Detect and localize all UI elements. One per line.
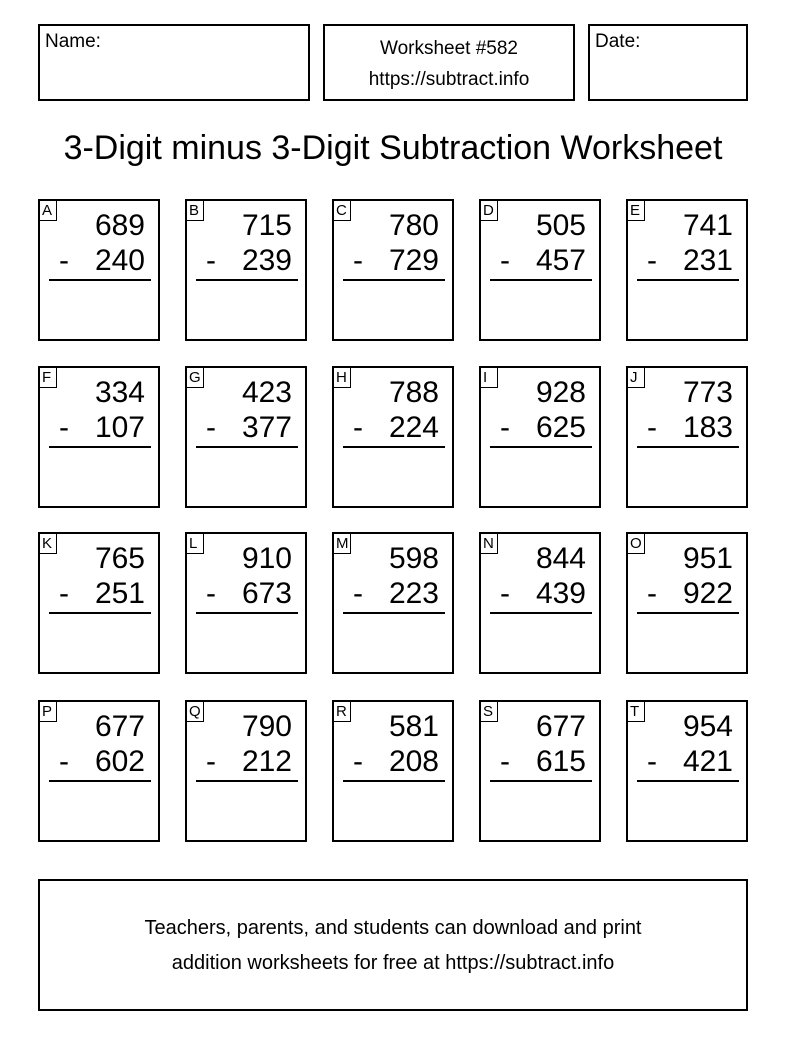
problem-c[interactable] [332,199,454,341]
answer-line [490,279,592,281]
minus-sign: - [353,244,363,277]
answer-line [196,446,298,448]
subtrahend: 183 [682,411,733,444]
problem-l[interactable] [185,532,307,674]
minus-sign: - [59,577,69,610]
footer-box [38,879,748,1011]
problem-letter: O [627,533,645,554]
problem-letter: C [333,200,351,221]
answer-line [637,780,739,782]
minus-sign: - [647,411,657,444]
problem-letter: B [186,200,204,221]
answer-line [343,279,445,281]
answer-line [490,446,592,448]
problem-a[interactable] [38,199,160,341]
name-label: Name: [45,31,101,52]
problem-d[interactable] [479,199,601,341]
subtrahend: 223 [388,577,439,610]
subtrahend: 240 [94,244,145,277]
problem-letter: D [480,200,498,221]
minuend: 765 [94,542,145,575]
answer-line [49,780,151,782]
minuend: 598 [388,542,439,575]
minus-sign: - [500,745,510,778]
date-box[interactable] [588,24,748,101]
problem-f[interactable] [38,366,160,508]
page-title: 3-Digit minus 3-Digit Subtraction Worksheet [63,129,723,167]
answer-line [637,279,739,281]
footer-line-2: addition worksheets for free at https://subtract.info [171,952,615,974]
problem-letter: G [186,367,204,388]
minuend: 715 [241,209,292,242]
problem-q[interactable] [185,700,307,842]
problem-letter: T [627,701,645,722]
subtrahend: 377 [241,411,292,444]
subtrahend: 615 [535,745,586,778]
problem-k[interactable] [38,532,160,674]
minus-sign: - [206,411,216,444]
problem-letter: P [39,701,57,722]
problem-letter: L [186,533,204,554]
problem-letter: I [480,367,498,388]
minus-sign: - [647,244,657,277]
problem-letter: Q [186,701,204,722]
minus-sign: - [647,577,657,610]
minuend: 689 [94,209,145,242]
answer-line [637,612,739,614]
problem-h[interactable] [332,366,454,508]
minus-sign: - [647,745,657,778]
minus-sign: - [353,411,363,444]
problem-g[interactable] [185,366,307,508]
minus-sign: - [500,577,510,610]
problem-letter: S [480,701,498,722]
subtrahend: 231 [682,244,733,277]
answer-line [49,612,151,614]
answer-line [49,279,151,281]
minuend: 741 [682,209,733,242]
minus-sign: - [59,411,69,444]
problem-r[interactable] [332,700,454,842]
answer-line [343,780,445,782]
minuend: 954 [682,710,733,743]
subtrahend: 239 [241,244,292,277]
problem-o[interactable] [626,532,748,674]
minus-sign: - [59,745,69,778]
problem-n[interactable] [479,532,601,674]
problem-m[interactable] [332,532,454,674]
problem-letter: F [39,367,57,388]
answer-line [343,612,445,614]
answer-line [196,279,298,281]
minuend: 334 [94,376,145,409]
minus-sign: - [353,745,363,778]
problem-i[interactable] [479,366,601,508]
answer-line [49,446,151,448]
answer-line [196,780,298,782]
subtrahend: 224 [388,411,439,444]
minuend: 788 [388,376,439,409]
minuend: 844 [535,542,586,575]
minus-sign: - [206,577,216,610]
footer-line-1: Teachers, parents, and students can download and print [144,917,642,939]
minus-sign: - [59,244,69,277]
minuend: 505 [535,209,586,242]
minuend: 928 [535,376,586,409]
problem-letter: H [333,367,351,388]
subtrahend: 457 [535,244,586,277]
name-box[interactable] [38,24,310,101]
subtrahend: 439 [535,577,586,610]
problem-letter: R [333,701,351,722]
minus-sign: - [500,411,510,444]
problem-letter: N [480,533,498,554]
problem-letter: E [627,200,645,221]
subtrahend: 625 [535,411,586,444]
minuend: 790 [241,710,292,743]
minus-sign: - [500,244,510,277]
problem-e[interactable] [626,199,748,341]
answer-line [490,780,592,782]
subtrahend: 212 [241,745,292,778]
problem-letter: K [39,533,57,554]
minus-sign: - [353,577,363,610]
minuend: 677 [535,710,586,743]
answer-line [196,612,298,614]
minuend: 423 [241,376,292,409]
problem-letter: A [39,200,57,221]
subtrahend: 208 [388,745,439,778]
subtrahend: 922 [682,577,733,610]
worksheet-info-box [323,24,575,101]
date-label: Date: [595,31,641,52]
minuend: 677 [94,710,145,743]
problem-letter: J [627,367,645,388]
subtrahend: 729 [388,244,439,277]
problem-j[interactable] [626,366,748,508]
problem-t[interactable] [626,700,748,842]
problem-s[interactable] [479,700,601,842]
minuend: 581 [388,710,439,743]
subtrahend: 602 [94,745,145,778]
subtrahend: 673 [241,577,292,610]
problem-p[interactable] [38,700,160,842]
minuend: 951 [682,542,733,575]
subtrahend: 251 [94,577,145,610]
subtrahend: 107 [94,411,145,444]
minuend: 773 [682,376,733,409]
minuend: 910 [241,542,292,575]
answer-line [490,612,592,614]
worksheet-url[interactable]: https://subtract.info [368,69,530,90]
minus-sign: - [206,745,216,778]
answer-line [637,446,739,448]
minuend: 780 [388,209,439,242]
answer-line [343,446,445,448]
minus-sign: - [206,244,216,277]
problem-b[interactable] [185,199,307,341]
problem-letter: M [333,533,351,554]
subtrahend: 421 [682,745,733,778]
worksheet-number: Worksheet #582 [379,38,518,59]
